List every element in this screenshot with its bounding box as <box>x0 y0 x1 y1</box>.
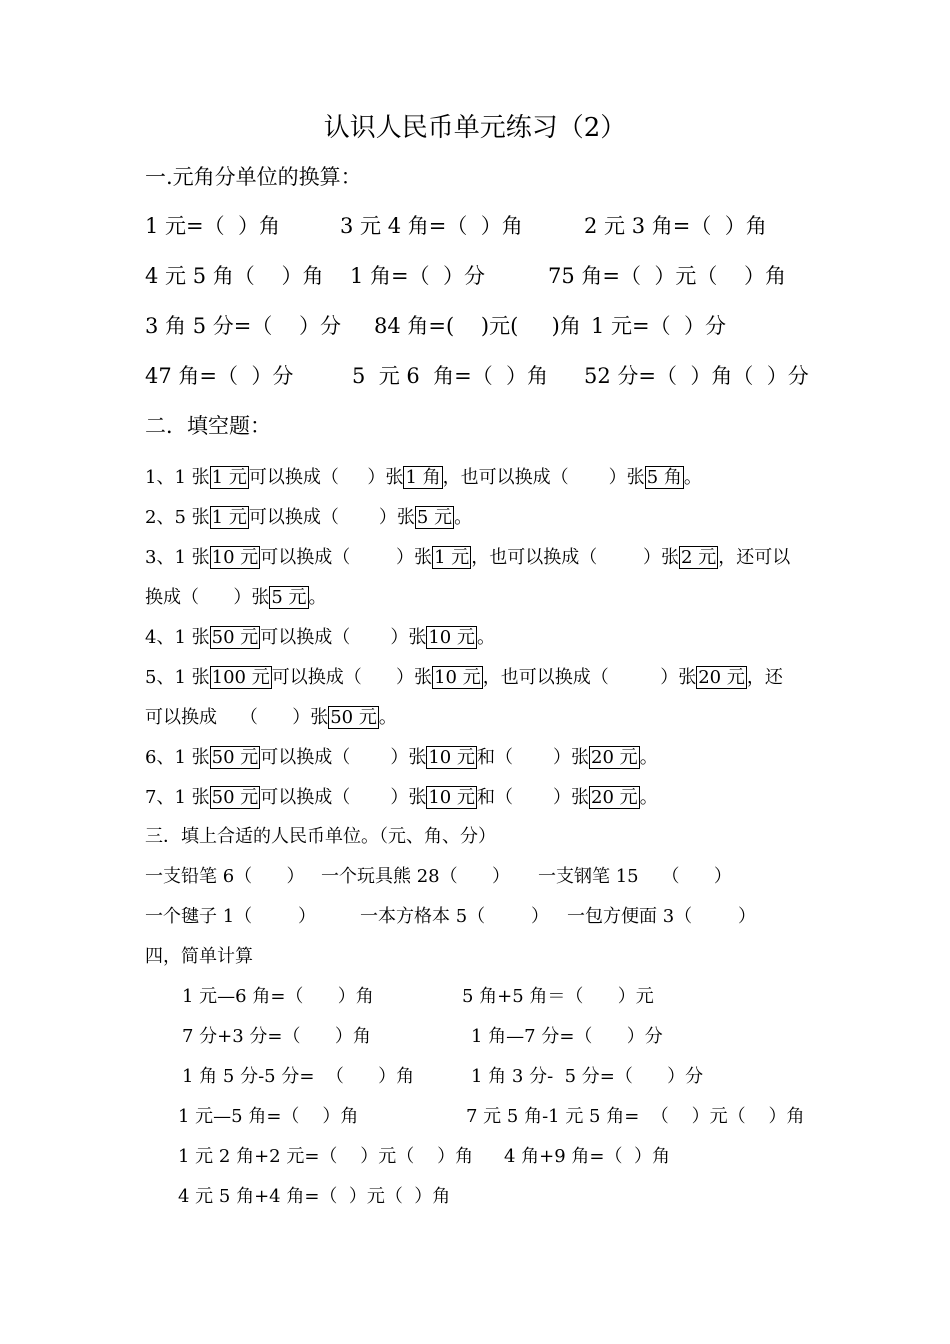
calc-item: 4 元 5 角+4 角=（ ）元（ ）角 <box>178 1186 451 1207</box>
conversion-item: 5 元 6 角=（ ）角 <box>352 364 549 388</box>
calc-item: 1 角 3 分- 5 分=（ ）分 <box>471 1066 704 1087</box>
banknote-label: 5 元 <box>271 587 307 608</box>
page-title: 认识人民币单元练习（2） <box>323 113 627 143</box>
conversion-item: 4 元 5 角（ ）角 <box>145 264 324 288</box>
conversion-item: 52 分=（ ）角（ ）分 <box>584 364 809 388</box>
conversion-item: 1 角=（ ）分 <box>350 264 485 288</box>
banknote-label: 20 元 <box>698 667 745 688</box>
unit-item: 一包方便面 3（ ） <box>567 906 756 927</box>
fill-line: 可以换成 （ ）张 50 元 。 <box>145 707 397 728</box>
unit-item: 一支钢笔 15 （ ） <box>538 866 732 887</box>
unit-item: 一个毽子 1（ ） <box>145 906 316 927</box>
banknote-label: 50 元 <box>330 707 377 728</box>
conversion-item: 1 元=（ ）角 <box>145 214 280 238</box>
section-3-heading: 三．填上合适的人民币单位。（元、角、分） <box>145 826 496 847</box>
fill-line: 6、1 张 50 元 可以换成（ ）张 10 元 和（ ）张 20 元 。 <box>145 747 658 768</box>
calc-item: 1 角 5 分-5 分= （ ）角 <box>182 1066 415 1087</box>
calc-item: 1 角—7 分=（ ）分 <box>471 1026 663 1047</box>
calc-item: 1 元 2 角+2 元=（ ）元（ ）角 <box>178 1146 474 1167</box>
section-2-heading: 二．填空题： <box>145 414 271 438</box>
banknote-label: 1 角 <box>405 467 441 488</box>
fill-line: 4、1 张 50 元 可以换成（ ）张 10 元 。 <box>145 627 495 648</box>
banknote-label: 1 元 <box>211 507 247 528</box>
banknote-label: 5 角 <box>646 467 682 488</box>
fill-line: 换成（ ）张 5 元 。 <box>145 587 327 608</box>
calc-item: 7 分+3 分=（ ）角 <box>182 1026 371 1047</box>
conversion-item: 2 元 3 角=（ ）角 <box>584 214 767 238</box>
fill-line: 3、1 张 10 元 可以换成（ ）张 1 元 ，也可以换成（ ）张 2 元 ，还可以 <box>145 547 791 568</box>
calc-item: 4 角+9 角=（ ）角 <box>504 1146 670 1167</box>
banknote-label: 10 元 <box>428 627 475 648</box>
unit-item: 一个玩具熊 28（ ） <box>321 866 510 887</box>
banknote-label: 50 元 <box>211 747 259 768</box>
banknote-label: 50 元 <box>211 627 259 648</box>
conversion-item: 1 元=（ ）分 <box>591 314 726 338</box>
conversion-item: 3 角 5 分=（ ）分 <box>145 314 342 338</box>
banknote-label: 1 元 <box>211 467 247 488</box>
calc-item: 7 元 5 角-1 元 5 角= （ ）元（ ）角 <box>466 1106 805 1127</box>
conversion-item: 47 角=（ ）分 <box>145 364 294 388</box>
conversion-item: 84 角=( )元( )角 <box>374 314 581 338</box>
conversion-item: 3 元 4 角=（ ）角 <box>340 214 523 238</box>
banknote-label: 5 元 <box>416 507 453 528</box>
fill-line: 7、1 张 50 元 可以换成（ ）张 10 元 和（ ）张 20 元 。 <box>145 787 658 808</box>
banknote-label: 10 元 <box>434 667 481 688</box>
section-4-heading: 四，简单计算 <box>145 946 253 967</box>
conversion-item: 75 角=（ ）元（ ）角 <box>548 264 787 288</box>
banknote-label: 20 元 <box>591 787 638 808</box>
banknote-label: 100 元 <box>211 667 270 688</box>
unit-item: 一本方格本 5（ ） <box>360 906 549 927</box>
calc-item: 1 元—6 角=（ ）角 <box>182 986 374 1007</box>
banknote-label: 20 元 <box>591 747 638 768</box>
banknote-label: 10 元 <box>428 747 475 768</box>
banknote-label: 2 元 <box>681 547 717 568</box>
fill-line: 2、5 张 1 元 可以换成（ ）张 5 元 。 <box>145 507 473 528</box>
banknote-label: 10 元 <box>428 787 475 808</box>
fill-line: 5、1 张 100 元 可以换成（ ）张 10 元 ，也可以换成（ ）张 20 元 ，还 <box>145 667 783 688</box>
calc-item: 5 角+5 角＝（ ）元 <box>462 986 654 1007</box>
banknote-label: 1 元 <box>434 547 470 568</box>
section-1-heading: 一.元角分单位的换算： <box>145 165 362 189</box>
fill-line: 1、1 张 1 元 可以换成（ ）张 1 角 ，也可以换成（ ）张 5 角 。 <box>145 467 702 488</box>
banknote-label: 10 元 <box>211 547 259 568</box>
unit-item: 一支铅笔 6（ ） <box>145 866 305 887</box>
calc-item: 1 元—5 角=（ ）角 <box>178 1106 359 1127</box>
banknote-label: 50 元 <box>211 787 259 808</box>
